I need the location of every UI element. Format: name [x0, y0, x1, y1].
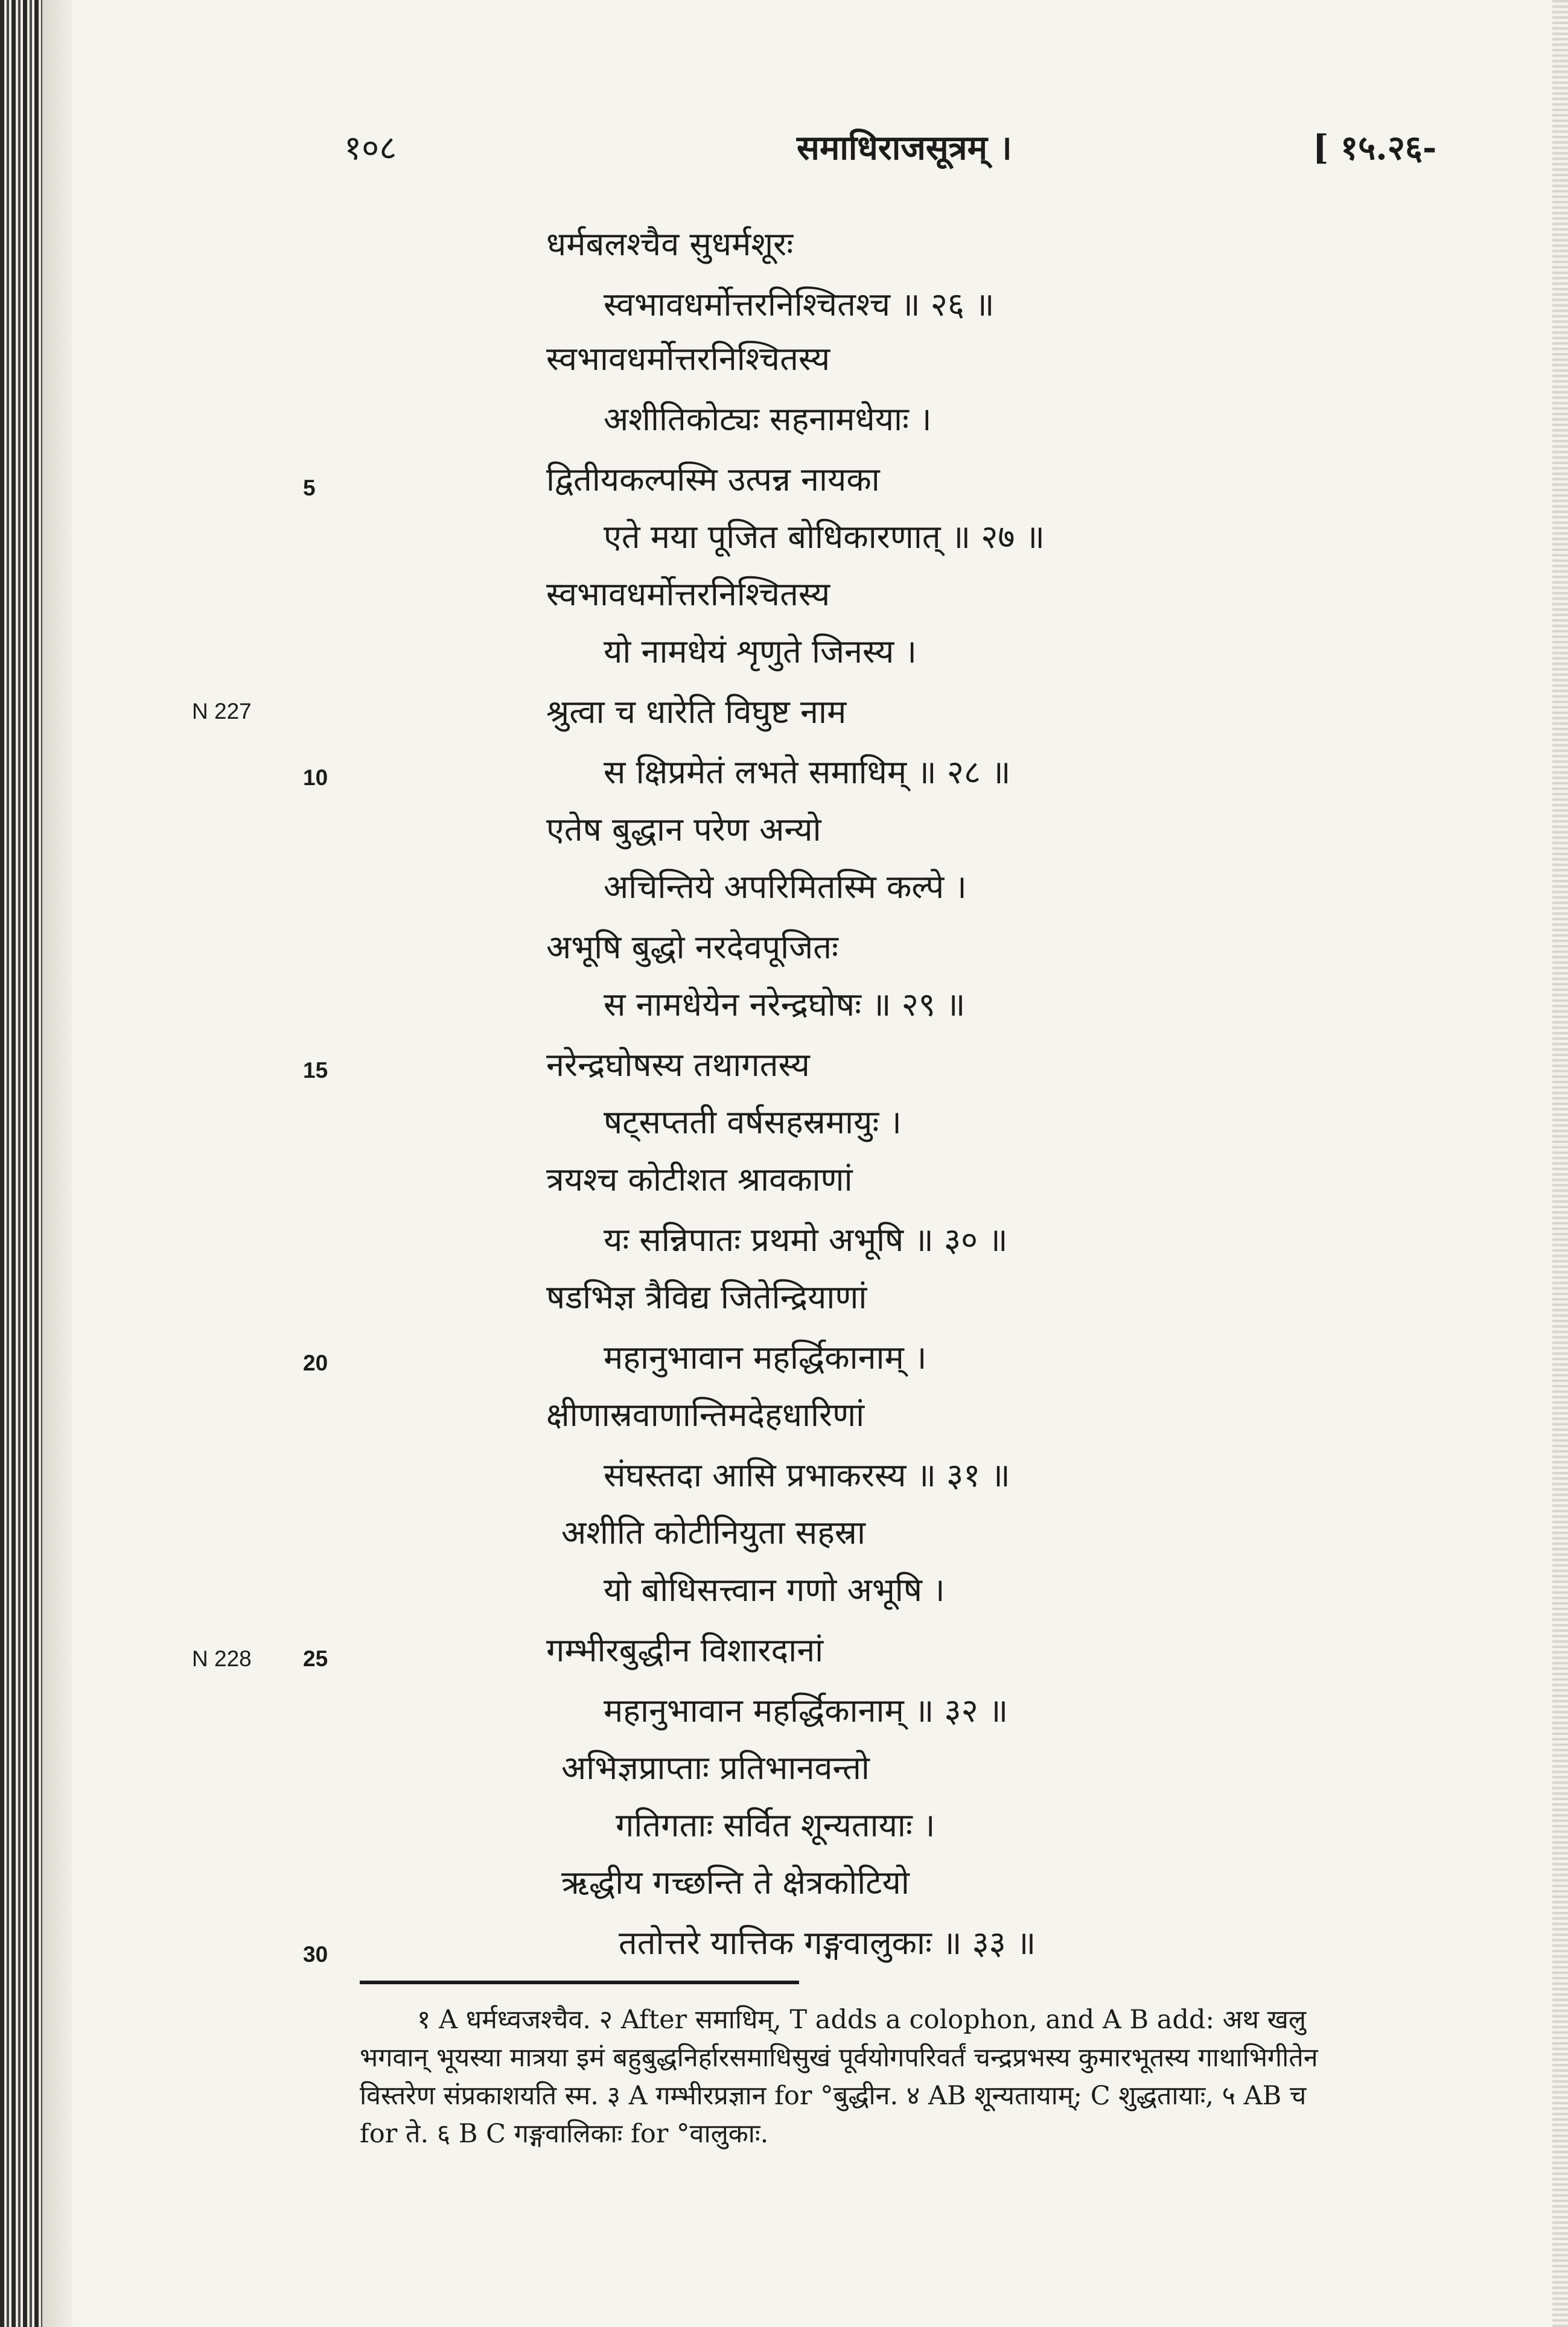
- verse-line: क्षीणास्रवाणान्तिमदेहधारिणां: [546, 1396, 865, 1434]
- verse-line: त्रयश्च कोटीशत श्रावकाणां: [546, 1160, 853, 1199]
- manuscript-reference: N 228: [192, 1646, 252, 1671]
- verse-line: स क्षिप्रमेतं लभते समाधिम् ॥ २८ ॥: [604, 753, 1011, 791]
- verse-line: अभिज्ञप्राप्ताः प्रतिभानवन्तो: [561, 1749, 870, 1787]
- line-number: 25: [303, 1646, 328, 1671]
- footnote-rule: [360, 1981, 799, 1984]
- verse-line: अशीति कोटीनियुता सहस्रा: [561, 1514, 865, 1552]
- verse-line: स नामधेयेन नरेन्द्रघोषः ॥ २९ ॥: [604, 985, 966, 1023]
- verse-line: गतिगताः सर्वित शून्यतायाः ।: [616, 1806, 935, 1844]
- verse-line: गम्भीरबुद्धीन विशारदानां: [546, 1631, 824, 1669]
- line-number: 20: [303, 1351, 328, 1375]
- verse-line: स्वभावधर्मोत्तरनिश्चितश्च ॥ २६ ॥: [604, 285, 995, 323]
- verse-line: धर्मबलश्चैव सुधर्मशूरः: [546, 225, 794, 263]
- footnote-line: भगवान् भूयस्या मात्रया इमं बहुबुद्धनिर्हारसमाधिसुखं पूर्वयोगपरिवर्तं चन्द्रप्रभस्य कुमारभूतस्य गाथाभिगीतेन: [360, 2043, 1318, 2073]
- verse-line: श्रुत्वा च धारेति विघुष्ट नाम: [546, 693, 847, 731]
- verse-line: एते मया पूजित बोधिकारणात् ॥ २७ ॥: [604, 518, 1045, 556]
- verse-line: महानुभावान महर्द्धिकानाम् ।: [604, 1339, 927, 1377]
- verse-line: द्वितीयकल्पस्मि उत्पन्न नायका: [546, 460, 880, 498]
- verse-line: एतेष बुद्धान परेण अन्यो: [546, 810, 821, 848]
- verse-line: ऋद्धीय गच्छन्ति ते क्षेत्रकोटियो: [561, 1864, 910, 1902]
- line-number: 15: [303, 1058, 328, 1083]
- verse-line: षडभिज्ञ त्रैविद्य जितेन्द्रियाणां: [546, 1278, 867, 1316]
- verse-line: षट्सप्तती वर्षसहस्रमायुः ।: [604, 1103, 902, 1141]
- verse-line: स्वभावधर्मोत्तरनिश्चितस्य: [546, 340, 830, 378]
- footnote-line: १ A धर्मध्वजश्चैव. २ After समाधिम्, T adds a colophon, and A B add: अथ खलु: [417, 2005, 1306, 2035]
- verse-line: महानुभावान महर्द्धिकानाम् ॥ ३२ ॥: [604, 1692, 1009, 1730]
- page-edge: [1552, 0, 1568, 2327]
- manuscript-reference: N 227: [192, 699, 252, 724]
- binding-shadow: [0, 0, 42, 2327]
- footnote-line: विस्तरेण संप्रकाशयति स्म. ३ A गम्भीरप्रज्ञान for °बुद्धीन. ४ AB शून्यतायाम्; C शुद्धतायाः, ५ AB च: [360, 2081, 1307, 2111]
- footnote-line: for ते. ६ B C गङ्गवालिकाः for °वालुकाः.: [360, 2119, 769, 2149]
- line-number: 10: [303, 765, 328, 790]
- verse-line: संघस्तदा आसि प्रभाकरस्य ॥ ३१ ॥: [604, 1456, 1010, 1494]
- running-title: समाधिराजसूत्रम् ।: [797, 128, 1012, 168]
- verse-line: अशीतिकोट्यः सहनामधेयाः ।: [604, 400, 932, 438]
- verse-line: अचिन्तिये अपरिमितस्मि कल्पे ।: [604, 868, 967, 906]
- line-number: 30: [303, 1942, 328, 1967]
- verse-line: स्वभावधर्मोत्तरनिश्चितस्य: [546, 575, 830, 613]
- page-number: १०८: [344, 129, 397, 168]
- verse-line: यो बोधिसत्त्वान गणो अभूषि ।: [604, 1571, 945, 1609]
- line-number: 5: [303, 476, 316, 500]
- verse-line: ततोत्तरे यात्तिक गङ्गवालुकाः ॥ ३३ ॥: [619, 1924, 1036, 1962]
- verse-line: यो नामधेयं शृणुते जिनस्य ।: [604, 632, 917, 670]
- binding-gutter: [42, 0, 72, 2327]
- verse-reference: [ १५.२६-: [1313, 128, 1437, 168]
- verse-line: अभूषि बुद्धो नरदेवपूजितः: [546, 928, 838, 966]
- verse-line: यः सन्निपातः प्रथमो अभूषि ॥ ३० ॥: [604, 1221, 1008, 1259]
- verse-line: नरेन्द्रघोषस्य तथागतस्य: [546, 1046, 810, 1084]
